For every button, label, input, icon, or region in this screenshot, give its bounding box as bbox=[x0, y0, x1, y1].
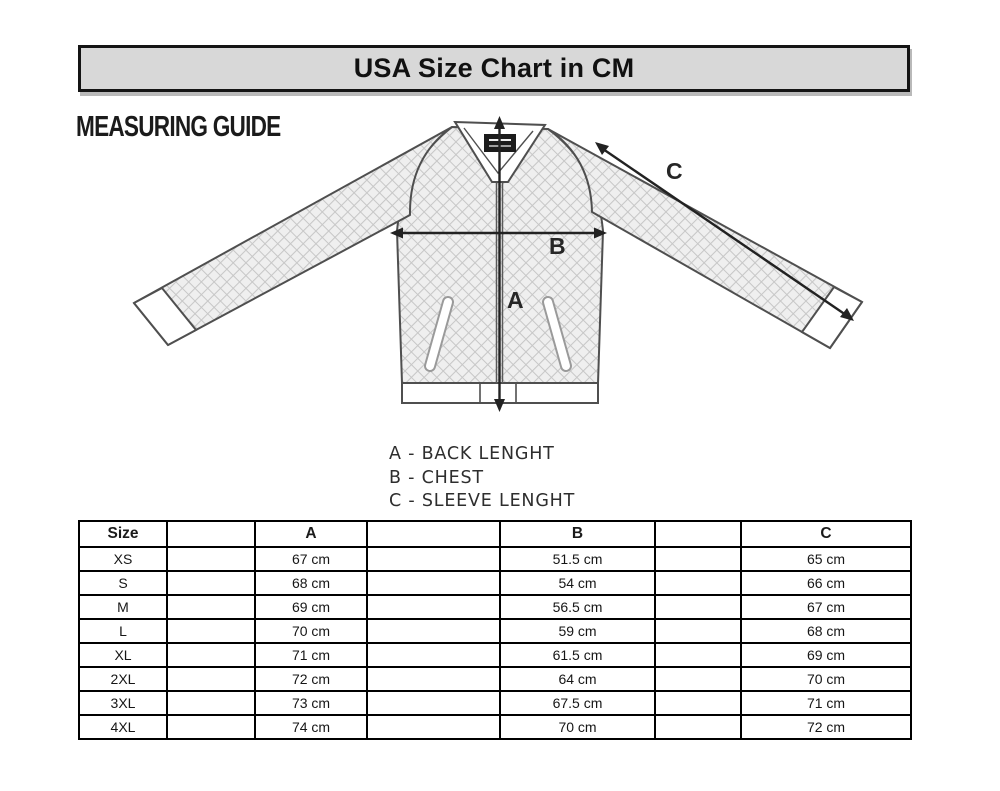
measurement-cell: 54 cm bbox=[500, 571, 655, 595]
measurement-cell bbox=[367, 547, 500, 571]
measurement-cell: 71 cm bbox=[255, 643, 367, 667]
measurement-cell: 74 cm bbox=[255, 715, 367, 739]
measurement-cell bbox=[367, 691, 500, 715]
legend-item-b: B - CHEST bbox=[389, 467, 484, 488]
measurement-cell bbox=[167, 619, 255, 643]
measurement-cell: 65 cm bbox=[741, 547, 911, 571]
measurement-cell: 68 cm bbox=[741, 619, 911, 643]
table-row bbox=[79, 619, 911, 643]
measurement-cell: 69 cm bbox=[741, 643, 911, 667]
measurement-cell bbox=[655, 619, 741, 643]
measurement-cell: 73 cm bbox=[255, 691, 367, 715]
size-cell: XL bbox=[79, 643, 167, 667]
arrow-a-label: A bbox=[507, 287, 524, 313]
table-row bbox=[79, 715, 911, 739]
table-row bbox=[79, 643, 911, 667]
measurement-legend bbox=[389, 443, 575, 514]
size-cell: 2XL bbox=[79, 667, 167, 691]
measurement-cell bbox=[167, 691, 255, 715]
measurement-cell bbox=[655, 691, 741, 715]
measurement-cell: 56.5 cm bbox=[500, 595, 655, 619]
table-row bbox=[79, 667, 911, 691]
measurement-cell: 67 cm bbox=[255, 547, 367, 571]
measurement-cell bbox=[367, 667, 500, 691]
size-table bbox=[78, 520, 912, 740]
legend-item-a: A - BACK LENGHT bbox=[389, 444, 555, 464]
table-row bbox=[79, 595, 911, 619]
measurement-cell bbox=[167, 595, 255, 619]
measurement-cell: 51.5 cm bbox=[500, 547, 655, 571]
table-row bbox=[79, 571, 911, 595]
measurement-cell: 66 cm bbox=[741, 571, 911, 595]
measurement-cell: 59 cm bbox=[500, 619, 655, 643]
measuring-guide-heading: MEASURING GUIDE bbox=[76, 111, 281, 143]
measurement-cell bbox=[655, 595, 741, 619]
column-header bbox=[167, 521, 255, 547]
measurement-cell bbox=[655, 667, 741, 691]
size-cell: L bbox=[79, 619, 167, 643]
column-header: Size bbox=[79, 521, 167, 547]
measurement-cell bbox=[367, 571, 500, 595]
measurement-cell bbox=[655, 643, 741, 667]
table-row bbox=[79, 691, 911, 715]
column-header: B bbox=[500, 521, 655, 547]
measurement-cell bbox=[367, 619, 500, 643]
measurement-cell bbox=[167, 715, 255, 739]
table-row bbox=[79, 547, 911, 571]
page-title: USA Size Chart in CM bbox=[353, 53, 635, 83]
size-cell: XS bbox=[79, 547, 167, 571]
column-header: A bbox=[255, 521, 367, 547]
arrow-b-label: B bbox=[549, 233, 566, 259]
measurement-cell: 71 cm bbox=[741, 691, 911, 715]
measurement-cell bbox=[167, 547, 255, 571]
measurement-cell: 72 cm bbox=[255, 667, 367, 691]
measurement-cell: 72 cm bbox=[741, 715, 911, 739]
measurement-cell bbox=[367, 715, 500, 739]
measurement-cell bbox=[367, 643, 500, 667]
measurement-cell bbox=[655, 547, 741, 571]
title-bar bbox=[78, 45, 910, 92]
size-table-header-row bbox=[79, 521, 911, 547]
measurement-cell: 61.5 cm bbox=[500, 643, 655, 667]
measurement-cell: 67.5 cm bbox=[500, 691, 655, 715]
measurement-cell: 70 cm bbox=[255, 619, 367, 643]
measurement-cell: 64 cm bbox=[500, 667, 655, 691]
legend-item-c: C - SLEEVE LENGHT bbox=[389, 491, 576, 511]
jacket-diagram bbox=[125, 103, 875, 425]
size-cell: S bbox=[79, 571, 167, 595]
measurement-cell: 67 cm bbox=[741, 595, 911, 619]
size-cell: M bbox=[79, 595, 167, 619]
column-header bbox=[367, 521, 500, 547]
arrow-c-label: C bbox=[666, 158, 683, 184]
measurement-cell bbox=[655, 715, 741, 739]
measurement-cell: 70 cm bbox=[741, 667, 911, 691]
measurement-cell bbox=[167, 667, 255, 691]
size-cell: 4XL bbox=[79, 715, 167, 739]
column-header: C bbox=[741, 521, 911, 547]
measurement-cell bbox=[367, 595, 500, 619]
measurement-cell: 70 cm bbox=[500, 715, 655, 739]
measurement-cell bbox=[167, 571, 255, 595]
measurement-cell: 69 cm bbox=[255, 595, 367, 619]
column-header bbox=[655, 521, 741, 547]
measurement-cell: 68 cm bbox=[255, 571, 367, 595]
measurement-cell bbox=[167, 643, 255, 667]
measurement-cell bbox=[655, 571, 741, 595]
size-cell: 3XL bbox=[79, 691, 167, 715]
